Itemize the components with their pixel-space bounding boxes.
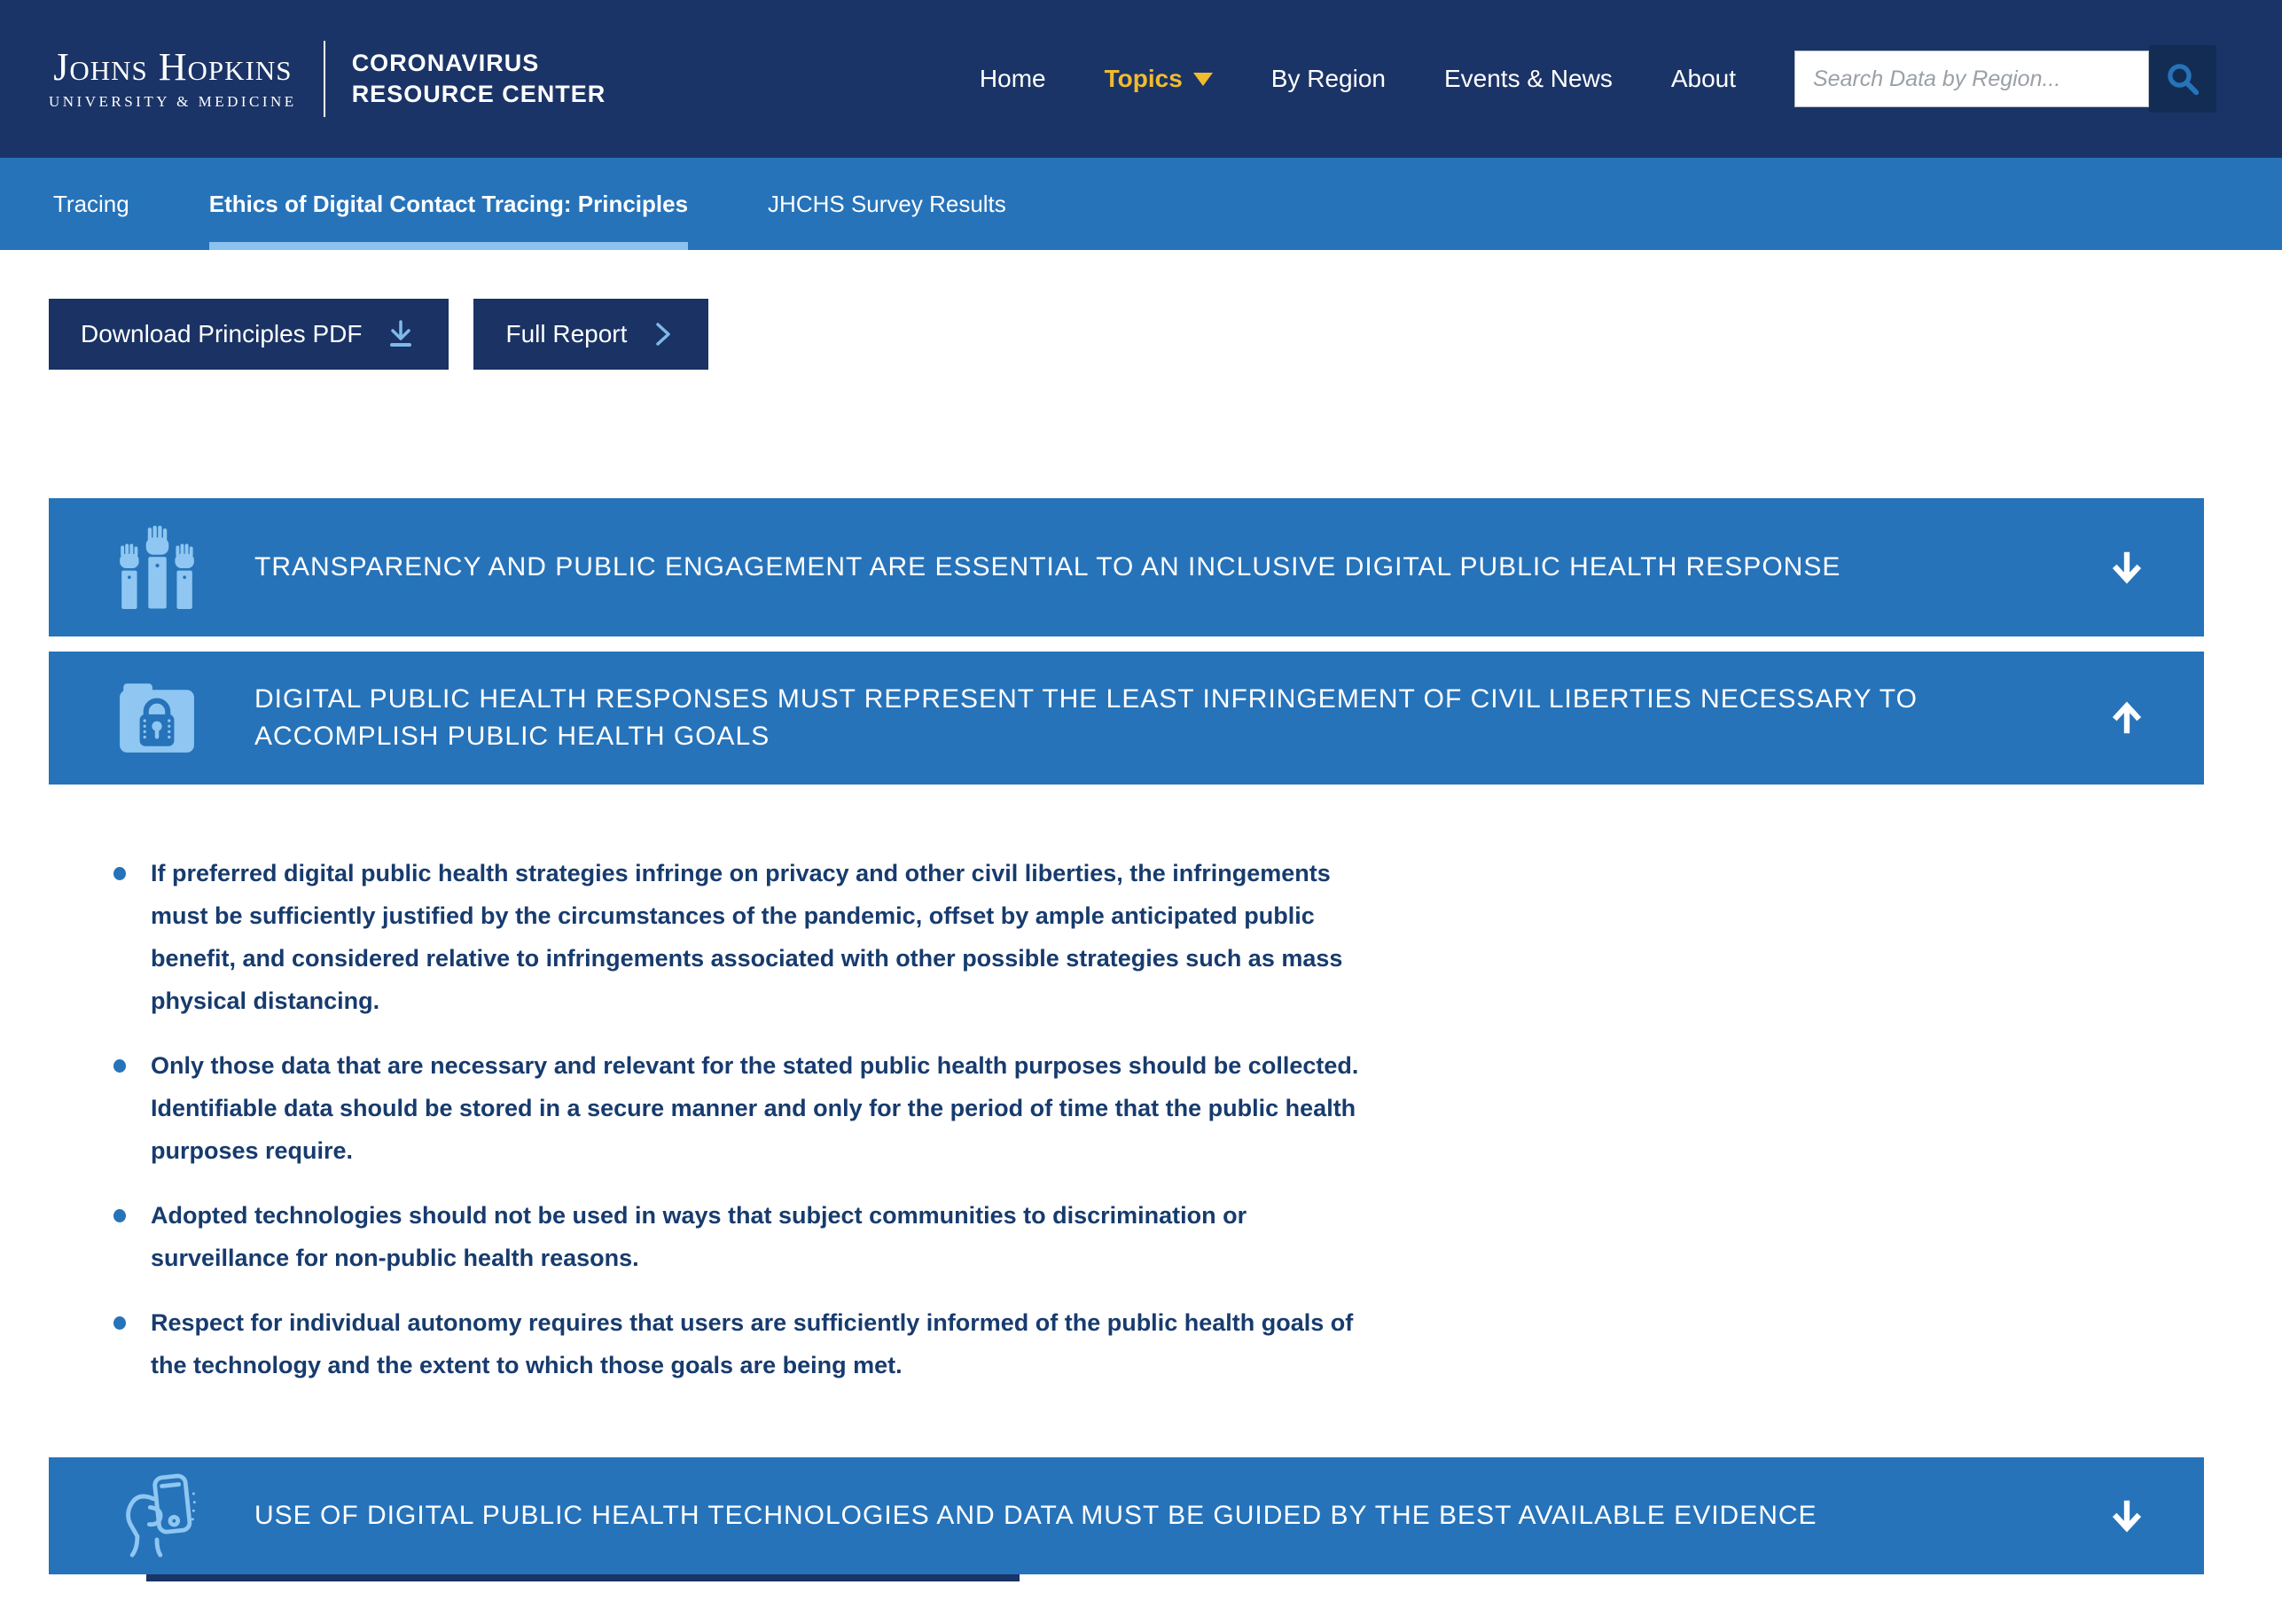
tab-tracing[interactable]: Tracing (53, 190, 129, 217)
main-nav (980, 65, 1736, 93)
hand-phone-icon (111, 1470, 203, 1562)
logo-subtitle: UNIVERSITY & MEDICINE (49, 93, 297, 111)
folder-lock-icon (111, 678, 203, 758)
nav-item-topics[interactable] (1105, 65, 1213, 93)
logo-wordmark: Johns Hopkins (53, 44, 293, 89)
chevron-right-icon (650, 319, 676, 349)
arrow-down-icon (2106, 1495, 2147, 1536)
action-buttons (49, 299, 2282, 370)
download-button-label: Download Principles PDF (81, 320, 363, 347)
site-header (0, 0, 2282, 158)
nav-item-by-region[interactable]: By Region (1270, 65, 1386, 92)
site-brand[interactable] (352, 48, 606, 110)
tab-ethics-principles[interactable]: Ethics of Digital Contact Tracing: Principles (209, 158, 688, 250)
bullet-item: If preferred digital public health strategies infringe on privacy and other civil liberties, the infringements must be sufficiently justified by the circumstances of the pandemic, offset by ample anticipated public benefit, and considered relative to infringements associated with other possible strategies such as mass physical distancing. (113, 852, 1372, 1022)
search-icon (2165, 61, 2200, 97)
nav-item-home[interactable]: Home (979, 65, 1046, 92)
download-principles-pdf-button[interactable] (49, 299, 449, 370)
section-tabs (0, 158, 2282, 250)
accordion-title: USE OF DIGITAL PUBLIC HEALTH TECHNOLOGIES AND DATA MUST BE GUIDED BY THE BEST AVAILABLE EVIDENCE (254, 1501, 1817, 1530)
brand-line2: RESOURCE CENTER (351, 81, 606, 107)
download-icon (385, 318, 417, 350)
nav-item-events-news[interactable]: Events & News (1443, 65, 1613, 92)
raised-hands-icon (111, 526, 203, 609)
arrow-down-icon (2106, 547, 2147, 588)
full-report-button-label: Full Report (505, 320, 628, 347)
accordion-transparency[interactable] (49, 498, 2204, 636)
accordion-title: DIGITAL PUBLIC HEALTH RESPONSES MUST REPRESENT THE LEAST INFRINGEMENT OF CIVIL LIBERTIES NECESSARY TO ACCOMPLISH PUBLIC HEALTH GOALS (254, 684, 1918, 751)
search-button[interactable] (2149, 45, 2216, 113)
tab-jhchs-survey-results[interactable]: JHCHS Survey Results (768, 190, 1006, 217)
search-bar (1794, 45, 2216, 113)
nav-item-about[interactable]: About (1670, 65, 1736, 92)
arrow-up-icon (2106, 698, 2147, 738)
bullet-item: Only those data that are necessary and relevant for the stated public health purposes should be collected. Identifiable data should be stored in a secure manner and only for the period of time that the public health purposes require. (113, 1044, 1372, 1172)
logo-divider (324, 41, 325, 117)
search-input[interactable] (1794, 51, 2149, 107)
bullet-item: Respect for individual autonomy requires that users are sufficiently informed of the public health goals of the technology and the extent to which those goals are being met. (113, 1301, 1372, 1386)
principle-bullet-list (0, 785, 2282, 1457)
brand-line1: CORONAVIRUS (351, 49, 540, 76)
full-report-button[interactable] (473, 299, 708, 370)
next-section-partial (146, 1574, 1020, 1581)
nav-item-topics-label: Topics (1104, 65, 1183, 92)
accordion-title: TRANSPARENCY AND PUBLIC ENGAGEMENT ARE ESSENTIAL TO AN INCLUSIVE DIGITAL PUBLIC HEALTH RESPONSE (254, 552, 1841, 582)
accordion-evidence[interactable] (49, 1457, 2204, 1574)
accordion-civil-liberties[interactable] (49, 652, 2204, 785)
bullet-item: Adopted technologies should not be used in ways that subject communities to discrimination or surveillance for non-public health reasons. (113, 1194, 1372, 1279)
johns-hopkins-logo[interactable] (49, 44, 297, 111)
chevron-down-icon (1193, 73, 1213, 86)
